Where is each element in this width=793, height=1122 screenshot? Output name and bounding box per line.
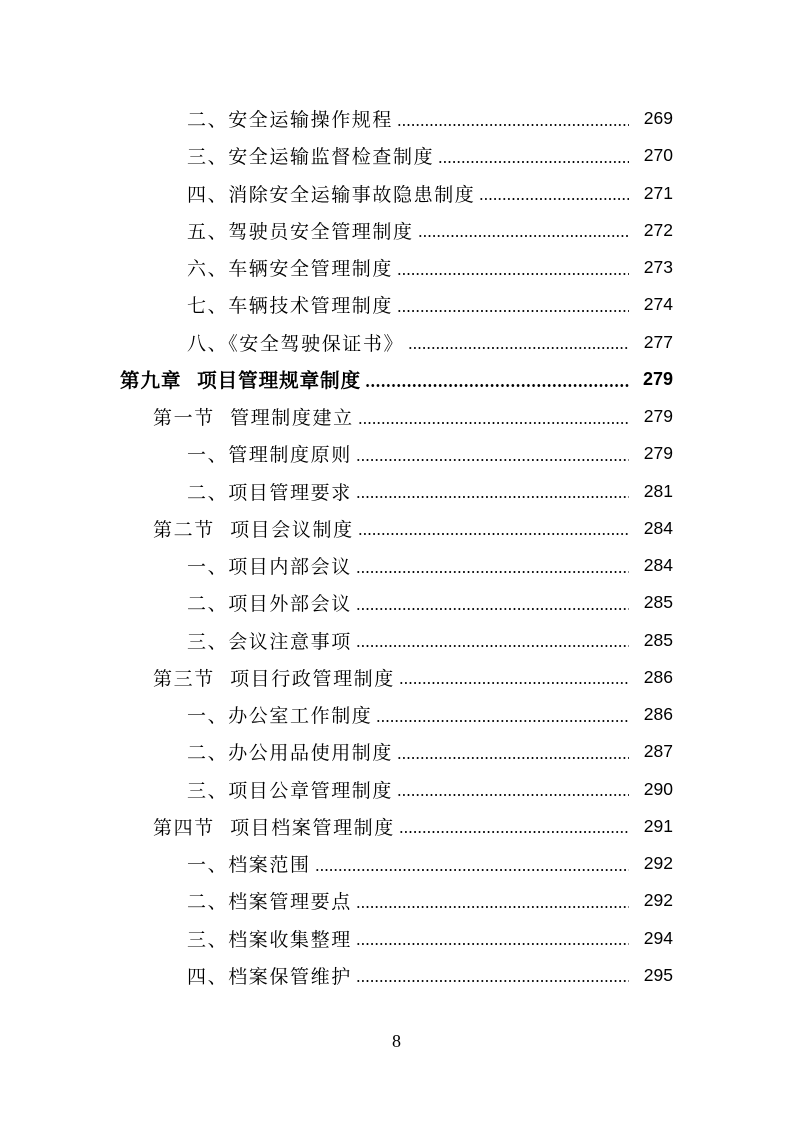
- toc-leader-dots: [358, 422, 629, 424]
- toc-leader-dots: [397, 124, 629, 126]
- toc-entry-page: 285: [643, 629, 673, 650]
- page-number: 8: [392, 1031, 401, 1051]
- table-of-contents: [0, 100, 793, 994]
- toc-entry[interactable]: [0, 584, 793, 621]
- toc-entry-page: 279: [642, 368, 673, 389]
- toc-entry[interactable]: [0, 920, 793, 957]
- toc-entry[interactable]: [0, 286, 793, 323]
- toc-leader-dots: [356, 459, 629, 461]
- toc-entry-title: 第二节 项目会议制度: [153, 518, 354, 541]
- toc-entry-page: 287: [643, 741, 673, 762]
- toc-entry-page: 286: [643, 704, 673, 725]
- toc-leader-dots: [356, 980, 629, 982]
- toc-leader-dots: [356, 608, 629, 610]
- toc-entry[interactable]: [0, 733, 793, 770]
- toc-leader-dots: [408, 347, 629, 349]
- toc-leader-dots: [399, 831, 629, 833]
- toc-entry-page: 285: [643, 592, 673, 613]
- toc-entry-page: 277: [643, 331, 673, 352]
- toc-entry-title: 第九章 项目管理规章制度: [120, 369, 362, 393]
- toc-entry-page: 273: [643, 257, 673, 278]
- toc-leader-dots: [356, 496, 629, 498]
- toc-entry-title: 五、驾驶员安全管理制度: [187, 220, 414, 243]
- toc-chapter-entry[interactable]: [0, 361, 793, 398]
- toc-entry-page: 272: [643, 219, 673, 240]
- toc-entry-title: 第三节 项目行政管理制度: [153, 667, 395, 690]
- toc-leader-dots: [356, 645, 629, 647]
- toc-entry-page: 281: [643, 480, 673, 501]
- toc-entry-page: 290: [643, 778, 673, 799]
- toc-entry-title: 二、安全运输操作规程: [187, 109, 394, 132]
- toc-leader-dots: [365, 384, 629, 387]
- toc-entry-page: 270: [643, 145, 673, 166]
- toc-entry-title: 七、车辆技术管理制度: [187, 295, 394, 318]
- toc-entry-page: 284: [643, 517, 673, 538]
- toc-entry[interactable]: [0, 249, 793, 286]
- toc-entry-title: 三、项目公章管理制度: [187, 779, 394, 802]
- toc-leader-dots: [356, 943, 629, 945]
- toc-entry-title: 三、会议注意事项: [187, 630, 352, 653]
- toc-entry-title: 二、项目外部会议: [187, 593, 352, 616]
- toc-leader-dots: [479, 198, 629, 200]
- toc-section-entry[interactable]: [0, 659, 793, 696]
- toc-entry-title: 四、消除安全运输事故隐患制度: [187, 183, 476, 206]
- toc-leader-dots: [356, 571, 629, 573]
- toc-entry-page: 292: [643, 890, 673, 911]
- toc-entry-title: 第一节 管理制度建立: [153, 407, 354, 430]
- toc-entry[interactable]: [0, 696, 793, 733]
- toc-entry-title: 二、项目管理要求: [187, 481, 352, 504]
- toc-entry-title: 一、管理制度原则: [187, 444, 352, 467]
- toc-entry-page: 269: [643, 108, 673, 129]
- toc-leader-dots: [356, 906, 629, 908]
- toc-entry-page: 274: [643, 294, 673, 315]
- toc-leader-dots: [376, 720, 629, 722]
- toc-entry-title: 二、办公用品使用制度: [187, 742, 394, 765]
- toc-entry-title: 一、档案范围: [187, 854, 311, 877]
- toc-leader-dots: [397, 310, 629, 312]
- toc-entry-page: 284: [643, 555, 673, 576]
- toc-section-entry[interactable]: [0, 808, 793, 845]
- toc-section-entry[interactable]: [0, 398, 793, 435]
- toc-entry-page: 294: [643, 927, 673, 948]
- toc-leader-dots: [358, 533, 629, 535]
- toc-entry-title: 六、车辆安全管理制度: [187, 258, 394, 281]
- toc-entry-title: 三、档案收集整理: [187, 928, 352, 951]
- toc-entry[interactable]: [0, 100, 793, 137]
- toc-leader-dots: [397, 273, 629, 275]
- toc-entry-title: 八、《安全驾驶保证书》: [187, 332, 405, 355]
- toc-entry[interactable]: [0, 845, 793, 882]
- toc-entry-page: 271: [643, 182, 673, 203]
- toc-entry[interactable]: [0, 324, 793, 361]
- toc-entry-title: 二、档案管理要点: [187, 891, 352, 914]
- toc-leader-dots: [418, 235, 629, 237]
- toc-entry-page: 291: [643, 815, 673, 836]
- toc-entry-page: 292: [643, 853, 673, 874]
- toc-entry[interactable]: [0, 622, 793, 659]
- toc-entry-title: 四、档案保管维护: [187, 965, 352, 988]
- toc-entry[interactable]: [0, 882, 793, 919]
- toc-entry[interactable]: [0, 473, 793, 510]
- toc-leader-dots: [397, 757, 629, 759]
- toc-entry-page: 279: [643, 443, 673, 464]
- toc-entry-title: 三、安全运输监督检查制度: [187, 146, 435, 169]
- toc-entry[interactable]: [0, 435, 793, 472]
- toc-section-entry[interactable]: [0, 510, 793, 547]
- toc-leader-dots: [397, 794, 629, 796]
- toc-entry-page: 279: [643, 406, 673, 427]
- toc-entry[interactable]: [0, 547, 793, 584]
- toc-entry[interactable]: [0, 175, 793, 212]
- toc-entry-title: 一、办公室工作制度: [187, 705, 373, 728]
- toc-entry-page: 286: [643, 666, 673, 687]
- toc-entry[interactable]: [0, 212, 793, 249]
- toc-leader-dots: [438, 161, 629, 163]
- toc-entry-title: 一、项目内部会议: [187, 556, 352, 579]
- toc-entry-page: 295: [643, 964, 673, 985]
- toc-entry[interactable]: [0, 957, 793, 994]
- toc-leader-dots: [399, 682, 629, 684]
- toc-leader-dots: [315, 869, 629, 871]
- toc-entry[interactable]: [0, 771, 793, 808]
- toc-entry[interactable]: [0, 137, 793, 174]
- toc-entry-title: 第四节 项目档案管理制度: [153, 816, 395, 839]
